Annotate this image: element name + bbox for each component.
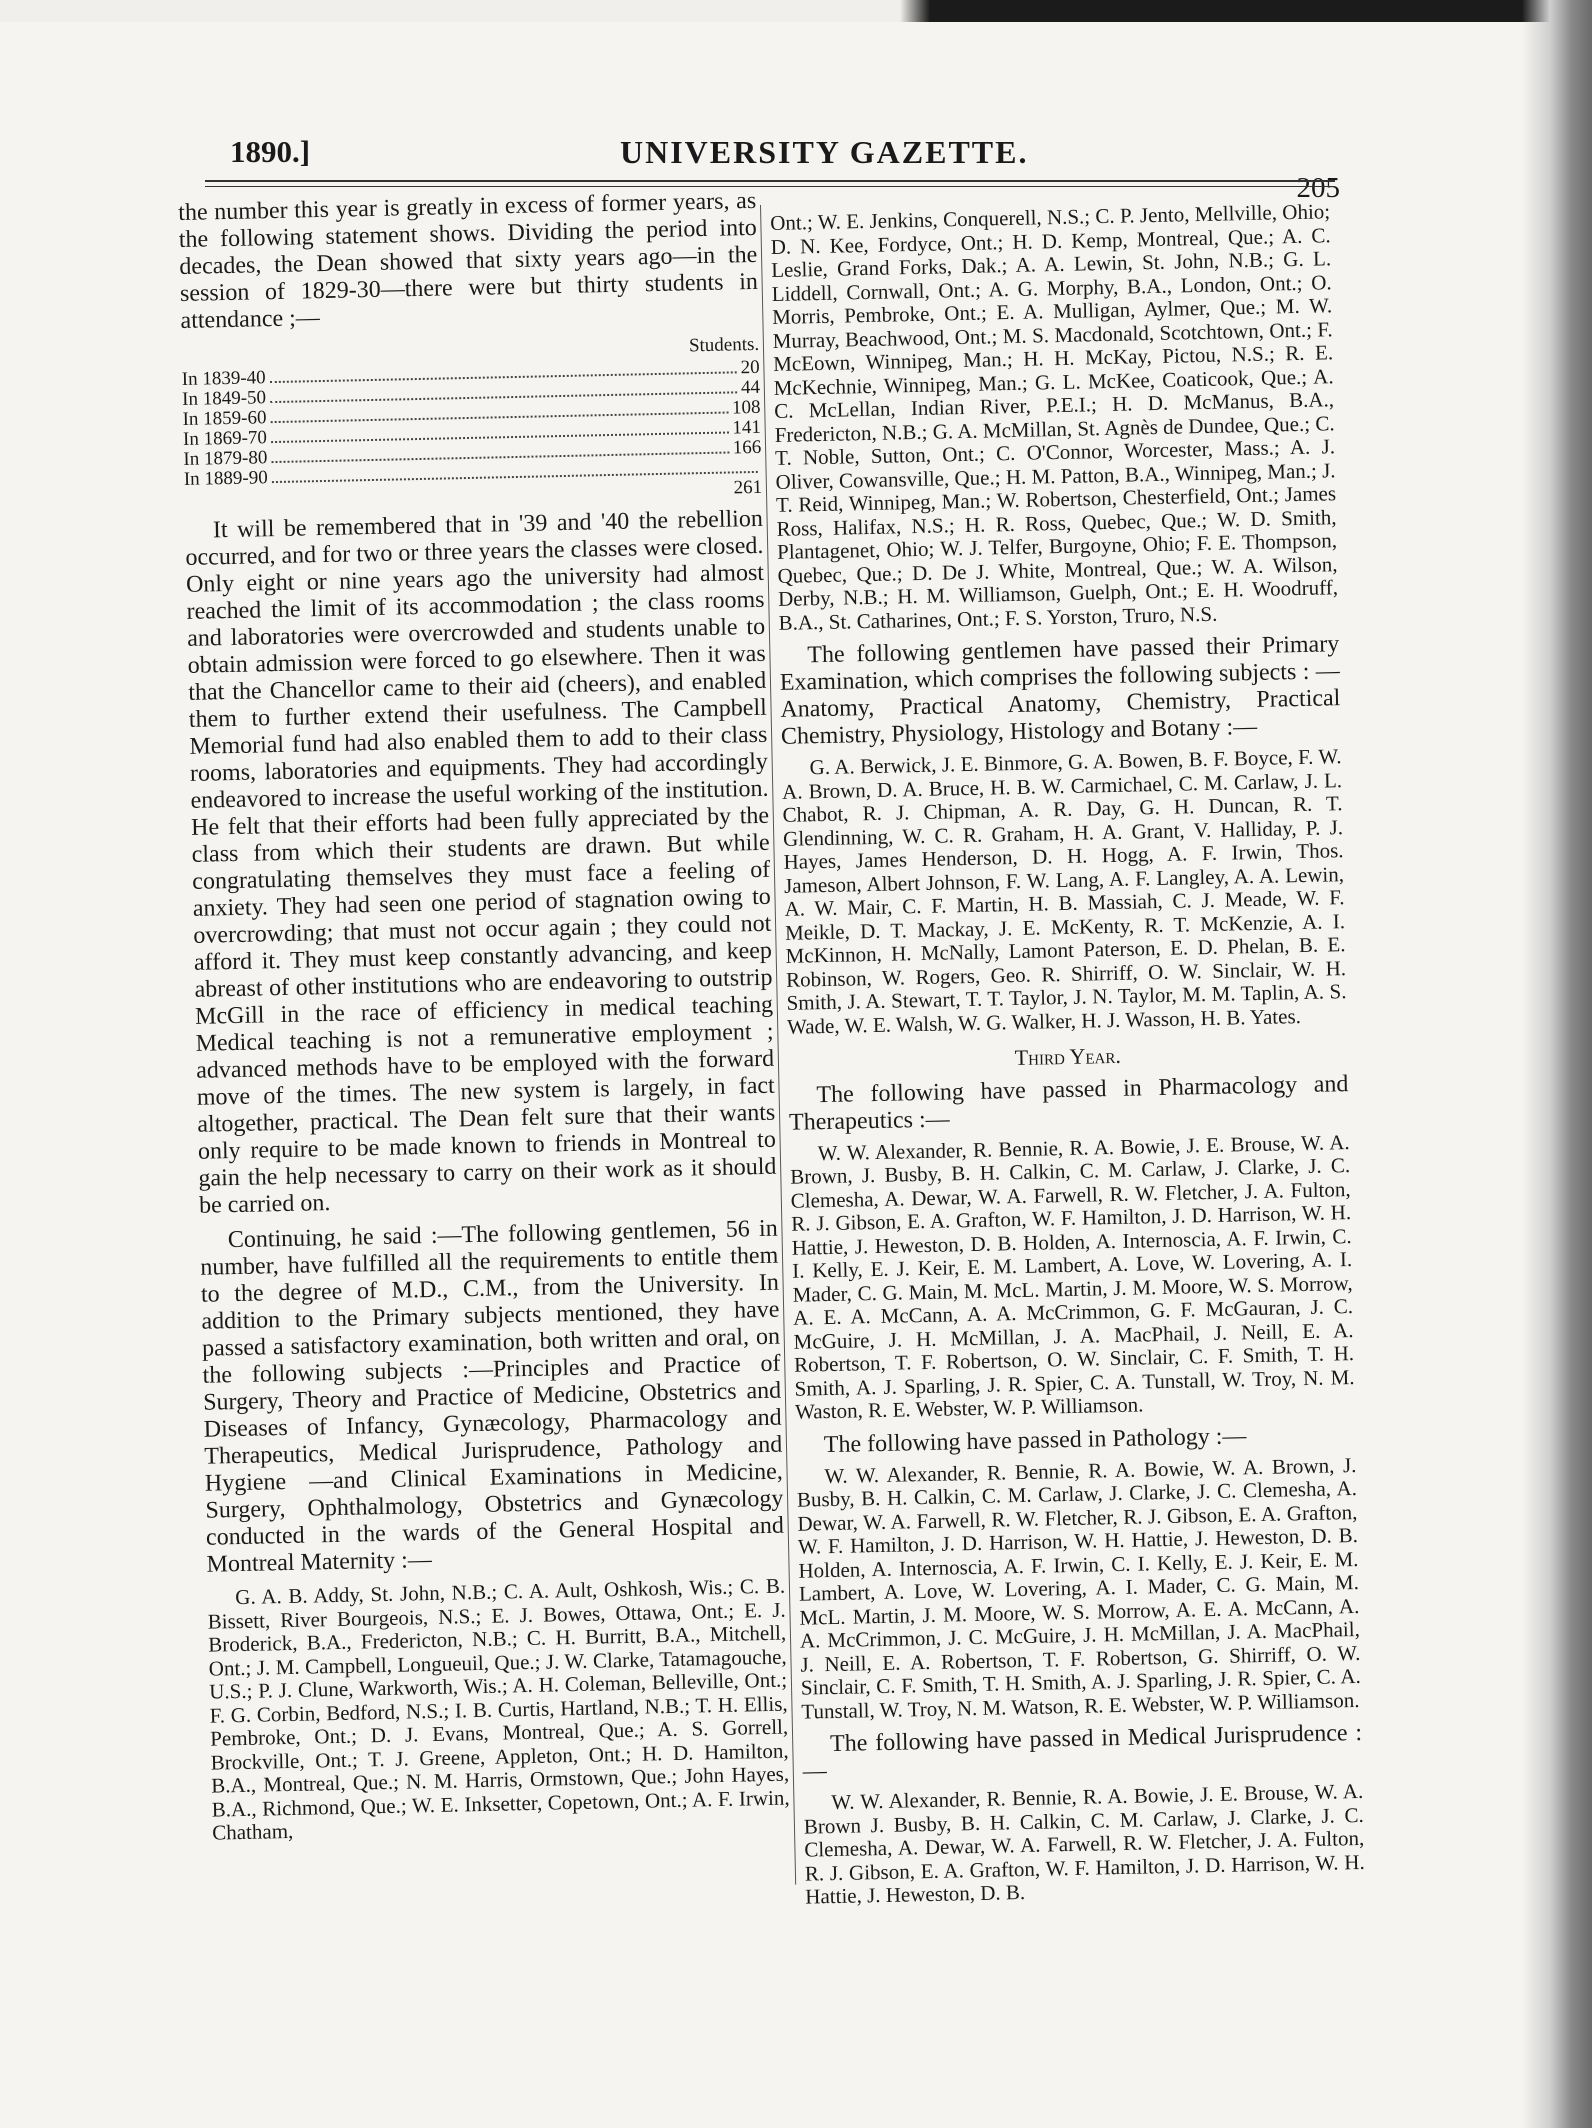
jurisprudence-names: W. W. Alexander, R. Bennie, R. A. Bowie, J. E. Brouse, W. A. Brown J. Busby, B. H. Calkin, C. M. Carlaw, J. Clarke, J. C. Clemesha, A. Dewar, W. A. Farwell, R. W. Fletcher, J. A. Fulton, R. J. Gibson, E. A. Grafton, W. F. Hamilton, J. D. Harrison, W. H. Hattie, J. Heweston, D. B. [803,1778,1365,1909]
page-number: 205 [1296,172,1340,204]
header-rule [205,180,1335,187]
primary-names: G. A. Berwick, J. E. Binmore, G. A. Bowen, B. F. Boyce, F. W. A. Brown, D. A. Bruce, H. B. W. Carmichael, C. M. Carlaw, J. L. Chabot, R. J. Chipman, A. R. Day, G. H. Duncan, R. T. Glendinning, W. C. R. Graham, H. A. Grant, V. Halliday, P. J. Hayes, James Henderson, D. H. Hogg, A. F. Irwin, Thos. Jameson, Albert Johnson, F. W. Lang, A. F. Langley, A. A. Lewin, A. W. Mair, C. F. Martin, H. B. Massiah, C. J. Meade, W. F. Meikle, D. T. Mackay, J. E. McKenty, R. T. McKenzie, A. I. McKinnon, H. McNally, Lamont Paterson, E. D. Phelan, B. E. Robinson, W. Rogers, Geo. R. Shirriff, O. W. Sinclair, W. H. Smith, J. A. Stewart, T. T. Taylor, J. N. Taylor, M. M. Taplin, A. S. Wade, W. E. Walsh, W. G. Walker, H. J. Wasson, H. B. Yates. [781,744,1347,1039]
third-year-heading: Third Year. [1014,1042,1122,1071]
jurisprudence-intro: The following have passed in Medical Jurisprudence :— [802,1719,1363,1785]
right-column [770,200,1366,1917]
page-edge-shadow [1522,0,1592,2128]
stats-total: 261 [733,476,763,499]
pathology-names: W. W. Alexander, R. Bennie, R. A. Bowie, W. A. Brown, J. Busby, B. H. Calkin, C. M. Carlaw, J. Clarke, J. C. Clemesha, A. Dewar, W. A. Farwell, R. W. Fletcher, R. J. Gibson, E. A. Grafton, W. F. Hamilton, J. D. Harrison, W. H. Hattie, J. Heweston, D. B. Holden, A. Internoscia, A. F. Irwin, C. I. Kelly, E. J. Keir, E. M. Lambert, A. Love, W. Lovering, A. I. Mader, C. G. Main, M. McL. Martin, J. M. Moore, W. S. Morrow, A. E. A. McCann, A. A. McCrimmon, J. C. McGuire, J. H. McMillan, J. A. MacPhail, J. Neill, E. A. Robertson, T. F. Robertson, G. Shirriff, O. W. Sinclair, C. F. Smith, T. H. Smith, A. J. Sparling, J. R. Spier, C. A. Tunstall, W. Troy, N. M. Watson, R. E. Webster, W. P. Williamson. [796,1452,1362,1724]
header-year: 1890.] [230,134,311,169]
stats-row: In 1839-40 20 [181,356,760,390]
stats-row: In 1889-90 [184,458,762,490]
rebellion-paragraph: It will be remembered that in '39 and '40 the rebellion occurred, and for two or three years the classes were closed. Only eight or nine years ago the university had almost reached the limit of its accommodation ; the class rooms and laboratories were overcrowded and students unable to obtain admission were forced to go elsewhere. Then it was that the Chancellor came to their aid (cheers), and enabled them to further extend their usefulness. The Campbell Memorial fund had also enabled them to add to their class rooms, laboratories and equipments. They had accordingly endeavored to increase the useful working of the institution. He felt that their efforts had been fully appreciated by the class from which their students are drawn. But while congratulating themselves they must face a feeling of anxiety. They had seen one period of stagnation owing to overcrowding; that must not occur again ; they could not afford it. They must keep constantly advancing, and keep abreast of other institutions who are endeavoring to outstrip McGill in the race of efficiency in medical teaching Medical teaching is not a remunerative employment ; advanced methods have to be employed with the forward move of the times. The new system is largely, in fact altogether, practical. The Dean felt sure that their wants only require to be made known to friends in Montreal to gain the help necessary to carry on their work as it should be carried on. [185,505,777,1219]
graduates-list-continued: Ont.; W. E. Jenkins, Conquerell, N.S.; C. P. Jento, Mellville, Ohio; D. N. Kee, Fordyce, Ont.; H. D. Kemp, Montreal, Que.; A. C. Leslie, Grand Forks, Dak.; A. A. Lewin, St. John, N.B.; G. L. Liddell, Cornwall, Ont.; A. G. Morphy, B.A., London, Ont.; O. Morris, Pembroke, Ont.; E. A. Mulligan, Aylmer, Que.; M. W. Murray, Beachwood, Ont.; M. S. Macdonald, Scotchtown, Ont.; F. McEown, Winnipeg, Man.; H. H. McKay, Pictou, N.S.; R. E. McKechnie, Winnipeg, Man.; G. L. McKee, Coaticook, Que.; A. C. McLellan, Indian River, P.E.I.; H. D. McManus, B.A., Fredericton, N.B.; G. A. McMillan, St. Agnès de Dundee, Que.; C. T. Noble, Sutton, Ont.; C. O'Connor, Worcester, Mass.; A. J. Oliver, Cowansville, Que.; H. M. Patton, B.A., Winnipeg, Man.; J. T. Reid, Winnipeg, Man.; W. Robertson, Chesterfield, Ont.; James Ross, Halifax, N.S.; H. R. Ross, Quebec, Que.; W. D. Smith, Plantagenet, Ohio; W. J. Telfer, Burgoyne, Ohio; F. E. Thompson, Quebec, Que.; D. De J. White, Montreal, Que.; W. A. Wilson, Derby, N.B.; H. M. Williamson, Guelph, Ont.; E. H. Woodruff, B.A., St. Catharines, Ont.; F. S. Yorston, Truro, N.S. [769,199,1339,635]
stats-table [182,358,763,510]
stats-header: Students. [688,333,760,357]
primary-intro: The following gentlemen have passed their Primary Examination, which comprises the following subjects : —Anatomy, Practical Anatomy, Chemistry, Practical Chemistry, Physiology, Histology and Botany :— [779,631,1341,750]
stats-row: In 1869-70 141 [182,416,762,450]
intro-paragraph: the number this year is greatly in excess of former years, as the following statement shows. Dividing the period into decades, the Dean showed that sixty years ago—in the session of 1829-30—there were but thirty students in attendance ;— [178,187,759,334]
left-column [178,188,791,1853]
stats-row: In 1879-80 166 [183,436,762,470]
graduates-list: G. A. B. Addy, St. John, N.B.; C. A. Ault, Oshkosh, Wis.; C. B. Bissett, River Bourgeois, N.S.; E. J. Bowes, Ottawa, Ont.; E. J. Broderick, B.A., Fredericton, N.B.; C. H. Burritt, B.A., Mitchell, Ont.; J. M. Campbell, Longueuil, Que.; J. W. Clarke, Tatamagouche, U.S.; P. J. Clune, Warkworth, Wis.; A. H. Coleman, Belleville, Ont.; F. G. Corbin, Bedford, N.S.; I. B. Curtis, Hartland, N.B.; T. H. Ellis, Pembroke, Ont.; D. J. Evans, Montreal, Que.; A. S. Gorrell, Brockville, Ont.; T. J. Greene, Appleton, Ont.; H. D. Hamilton, B.A., Montreal, Que.; N. M. Harris, Ormstown, Que.; John Hayes, B.A., Richmond, Que.; W. E. Inksetter, Copetown, Ont.; A. F. Irwin, Chatham, [207,1573,790,1845]
page-header [230,128,1340,204]
pharmacology-names: W. W. Alexander, R. Bennie, R. A. Bowie, J. E. Brouse, W. A. Brown, J. Busby, B. H. Calkin, C. M. Carlaw, J. Clarke, J. C. Clemesha, A. Dewar, W. A. Farwell, R. W. Fletcher, J. A. Fulton, R. J. Gibson, E. A. Grafton, W. F. Hamilton, J. D. Harrison, W. H. Hattie, J. Heweston, D. B. Holden, A. Internoscia, A. F. Irwin, C. I. Kelly, E. J. Keir, E. M. Lambert, A. Love, W. Lovering, A. I. Mader, C. G. Main, M. McL. Martin, J. M. Moore, W. S. Morrow, A. E. A. McCann, A. A. McCrimmon, G. F. McGauran, J. C. McGuire, J. H. McMillan, J. A. MacPhail, J. Neill, E. A. Robertson, T. F. Robertson, O. W. Sinclair, C. F. Smith, T. H. Smith, A. J. Sparling, J. R. Spier, C. A. Tunstall, W. Troy, N. M. Waston, R. E. Webster, W. P. Williamson. [789,1129,1355,1424]
scan-border [0,0,1592,22]
stats-row: In 1849-50 44 [181,376,761,410]
stats-row: In 1859-60 108 [182,396,761,430]
pathology-intro: The following have passed in Pathology :— [823,1422,1247,1458]
graduates-intro-paragraph: Continuing, he said :—The following gentlemen, 56 in number, have fulfilled all the requirements to entitle them to the degree of M.D., C.M., from the University. In addition to the Primary subjects mentioned, they have passed a satisfactory examination, both written and oral, on the following subjects :—Principles and Practice of Surgery, Theory and Practice of Medicine, Obstetrics and Diseases of Infancy, Gynæcology, Pharmacology and Therapeutics, Medical Jurisprudence, Pathology and Hygiene —and Clinical Examinations in Medicine, Surgery, Ophthalmology, Obstetrics and Gynæcology conducted in the wards of the General Hospital and Montreal Maternity :— [200,1215,785,1578]
pharmacology-intro: The following have passed in Pharmacology and Therapeutics :— [788,1070,1349,1136]
header-title: UNIVERSITY GAZETTE. [620,134,1029,170]
